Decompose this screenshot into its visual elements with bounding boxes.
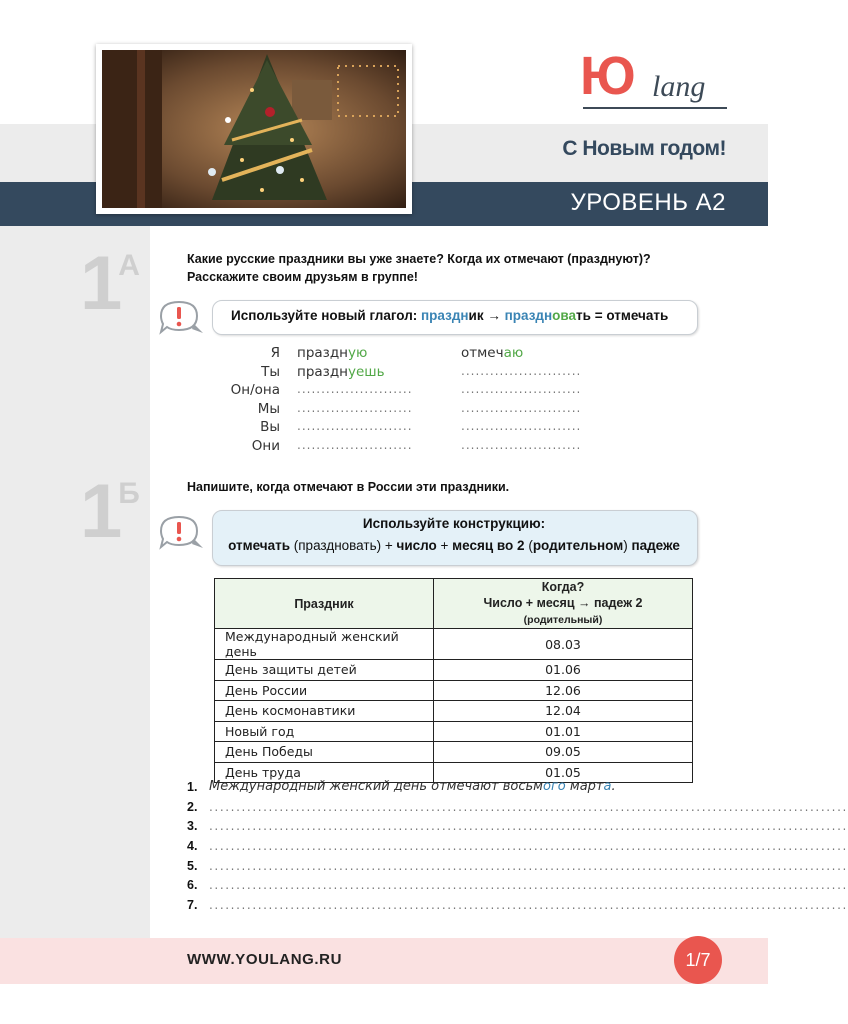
footer-band (0, 938, 768, 984)
section-number-1a: 1А (80, 241, 140, 326)
col-header-when: Когда? Число + месяц → падеж 2 (родительный) (434, 579, 693, 629)
logo-yu: Ю (580, 46, 636, 106)
table-header-row (215, 579, 693, 629)
task-1a-line2: Расскажите своим друзьям в группе! (187, 270, 418, 284)
answer-line[interactable]: ...................................................................................................................... (209, 858, 848, 873)
answer-line[interactable]: ...................................................................................................................... (209, 878, 848, 893)
level-label: УРОВЕНЬ А2 (570, 189, 726, 216)
answer-item: 2. ...................................................................................................................... (187, 799, 848, 814)
hint-text-1b-line2: отмечать (праздновать) + число + месяц во 2 (родительном) падеже (228, 538, 680, 553)
exclamation-icon (157, 514, 207, 554)
answers-list (187, 777, 848, 915)
table-row: Международный женский день 08.03 (215, 629, 693, 660)
holidays-table (214, 578, 693, 783)
answer-line[interactable]: ...................................................................................................................... (209, 897, 848, 912)
answer-line[interactable]: ...................................................................................................................... (209, 819, 848, 834)
answer-item: 5. ...................................................................................................................... (187, 858, 848, 873)
table-row: День Победы 09.05 (215, 742, 693, 763)
answer-item: 3. ...................................................................................................................... (187, 819, 848, 834)
task-1a-line1: Какие русские праздники вы уже знаете? Когда их отмечают (празднуют)? (187, 252, 651, 266)
task-1b: Напишите, когда отмечают в России эти праздники. (187, 480, 510, 494)
youlang-logo (580, 42, 730, 112)
answer-item: 1. Международный женский день отмечают восьмого марта. (187, 779, 616, 795)
table-row: Новый год 01.01 (215, 721, 693, 742)
left-margin-column (0, 226, 150, 938)
table-row: День труда 01.05 (215, 762, 693, 783)
holidays-table-wrap (214, 578, 693, 783)
answer-item: 7. ...................................................................................................................... (187, 897, 848, 912)
page-number-badge: 1/7 (674, 936, 722, 984)
logo-lang: lang (652, 70, 706, 103)
christmas-tree-photo (102, 50, 406, 208)
page-subtitle: С Новым годом! (562, 137, 726, 160)
answer-example: Международный женский день отмечают восьмого марта. (209, 779, 616, 795)
exclamation-icon (157, 299, 207, 339)
table-row: День России 12.06 (215, 680, 693, 701)
answer-line[interactable]: ...................................................................................................................... (209, 838, 848, 853)
hint-text-1a: Используйте новый глагол: праздник → праздновать = отмечать (231, 308, 669, 323)
answer-line[interactable]: ...................................................................................................................... (209, 799, 848, 814)
logo-underline (583, 107, 727, 109)
table-row: День космонавтики 12.04 (215, 701, 693, 722)
table-row: День защиты детей 01.06 (215, 660, 693, 681)
section-number-1b: 1Б (80, 469, 140, 554)
task-1a (187, 250, 651, 286)
hint-text-1b-line1: Используйте конструкцию: (362, 516, 546, 531)
col-header-holiday: Праздник (215, 579, 434, 629)
answer-item: 6. ...................................................................................................................... (187, 878, 848, 893)
answer-item: 4. ...................................................................................................................... (187, 838, 848, 853)
footer-url-link[interactable]: WWW.YOULANG.RU (187, 951, 343, 968)
